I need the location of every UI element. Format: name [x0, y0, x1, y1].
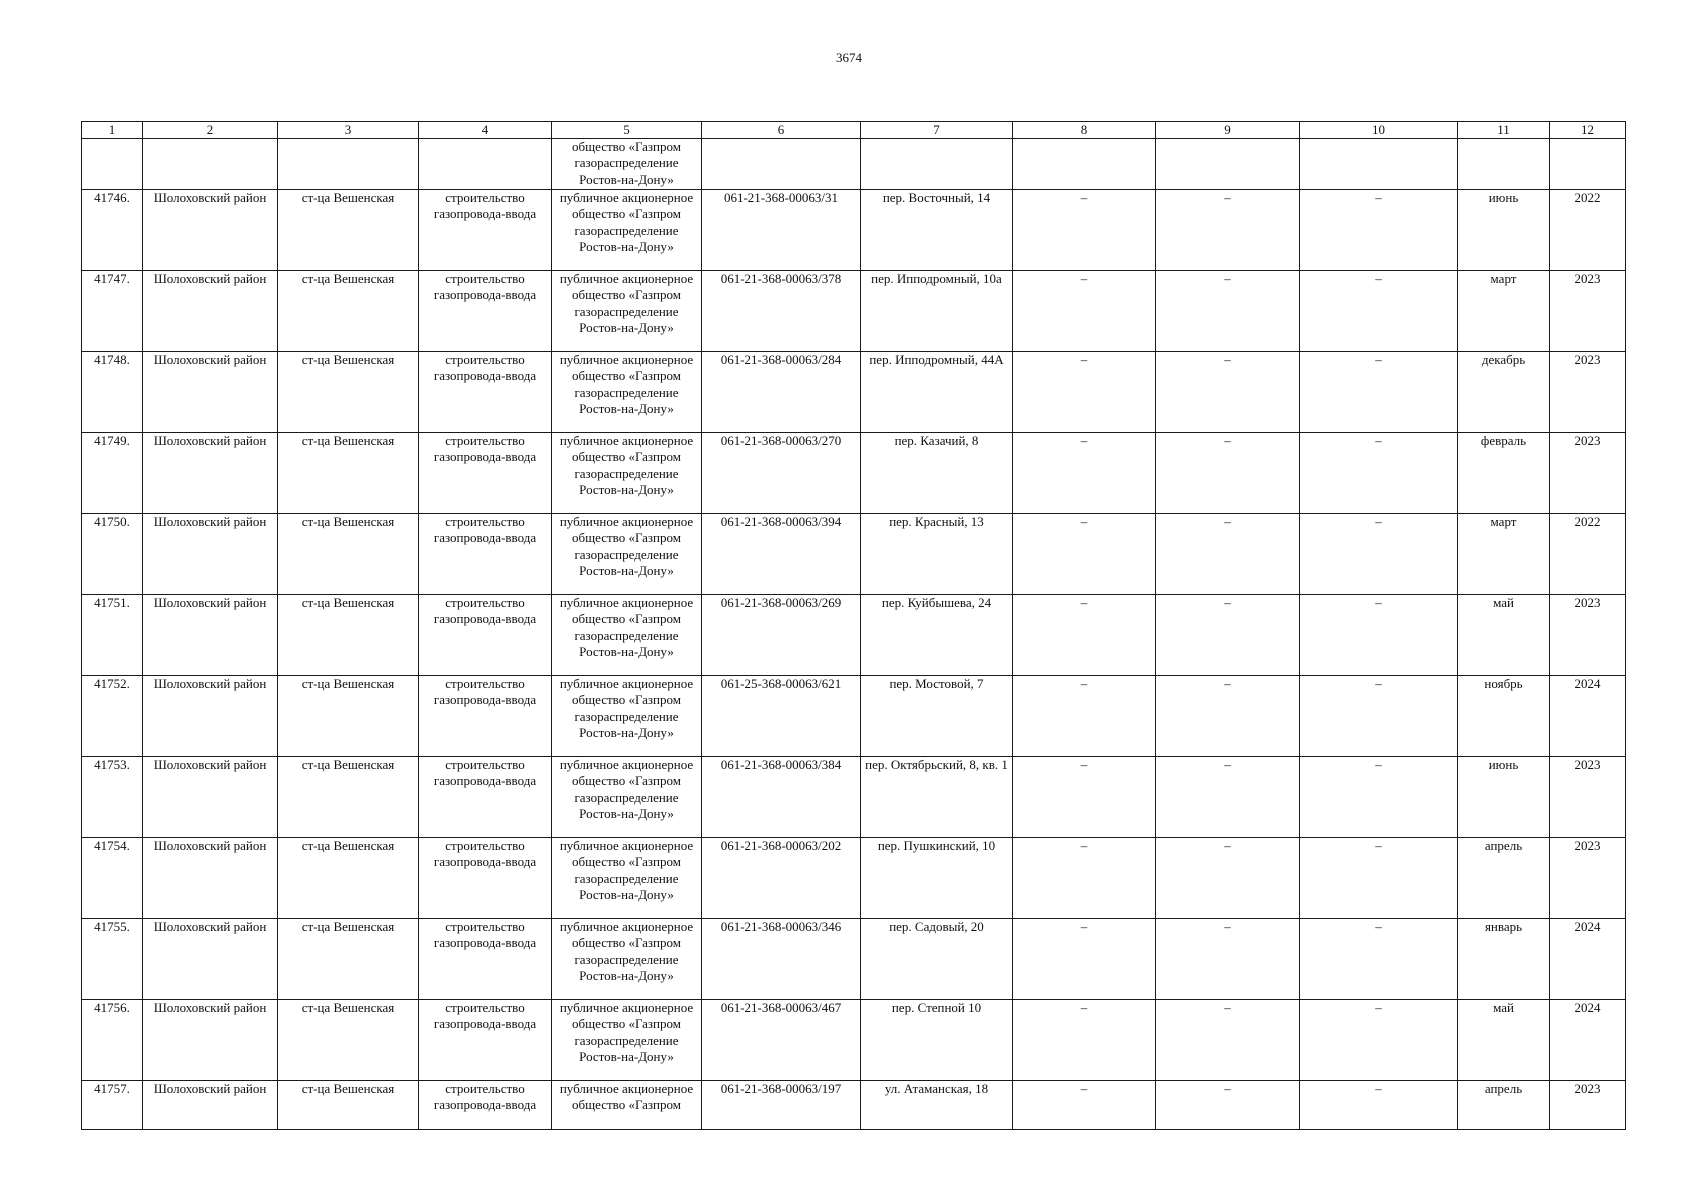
cell-col-8: – — [1013, 1000, 1156, 1081]
cell-empty — [1550, 139, 1626, 190]
column-header-8: 8 — [1013, 122, 1156, 139]
table-row — [82, 757, 1626, 838]
cell-object-code: 061-21-368-00063/346 — [702, 919, 861, 1000]
cell-col-10: – — [1300, 190, 1458, 271]
cell-col-8: – — [1013, 919, 1156, 1000]
cell-address: пер. Куйбышева, 24 — [861, 595, 1013, 676]
cell-col-9: – — [1156, 595, 1300, 676]
cell-owner: публичное акционерное общество «Газпром газораспределение Ростов-на-Дону» — [552, 433, 702, 514]
cell-month: май — [1458, 1000, 1550, 1081]
cell-row-number: 41749. — [82, 433, 143, 514]
cell-row-number: 41756. — [82, 1000, 143, 1081]
cell-empty — [419, 139, 552, 190]
cell-col-10: – — [1300, 1000, 1458, 1081]
cell-work-type: строительство газопровода-ввода — [419, 1081, 552, 1130]
cell-year: 2023 — [1550, 271, 1626, 352]
cell-owner: общество «Газпром газораспределение Ростов-на-Дону» — [552, 139, 702, 190]
cell-locality: ст-ца Вешенская — [278, 838, 419, 919]
cell-object-code: 061-21-368-00063/269 — [702, 595, 861, 676]
cell-row-number: 41746. — [82, 190, 143, 271]
cell-col-8: – — [1013, 190, 1156, 271]
cell-address: пер. Октябрьский, 8, кв. 1 — [861, 757, 1013, 838]
cell-owner: публичное акционерное общество «Газпром газораспределение Ростов-на-Дону» — [552, 514, 702, 595]
cell-work-type: строительство газопровода-ввода — [419, 514, 552, 595]
cell-address: пер. Степной 10 — [861, 1000, 1013, 1081]
cell-row-number: 41752. — [82, 676, 143, 757]
cell-owner: публичное акционерное общество «Газпром газораспределение Ростов-на-Дону» — [552, 271, 702, 352]
column-header-10: 10 — [1300, 122, 1458, 139]
cell-col-10: – — [1300, 676, 1458, 757]
cell-col-9: – — [1156, 271, 1300, 352]
table-row — [82, 190, 1626, 271]
cell-year: 2023 — [1550, 1081, 1626, 1130]
cell-locality: ст-ца Вешенская — [278, 595, 419, 676]
register-table — [81, 121, 1626, 1130]
cell-year: 2023 — [1550, 757, 1626, 838]
table-row — [82, 838, 1626, 919]
table-body — [82, 139, 1626, 1130]
cell-col-8: – — [1013, 757, 1156, 838]
cell-work-type: строительство газопровода-ввода — [419, 352, 552, 433]
cell-col-9: – — [1156, 1081, 1300, 1130]
cell-district: Шолоховский район — [143, 1000, 278, 1081]
cell-address: пер. Ипподромный, 10а — [861, 271, 1013, 352]
cell-owner: публичное акционерное общество «Газпром газораспределение Ростов-на-Дону» — [552, 676, 702, 757]
cell-col-8: – — [1013, 1081, 1156, 1130]
cell-district: Шолоховский район — [143, 676, 278, 757]
cell-year: 2023 — [1550, 352, 1626, 433]
cell-col-10: – — [1300, 514, 1458, 595]
cell-col-10: – — [1300, 271, 1458, 352]
cell-locality: ст-ца Вешенская — [278, 190, 419, 271]
table-header — [82, 122, 1626, 139]
cell-col-9: – — [1156, 919, 1300, 1000]
cell-work-type: строительство газопровода-ввода — [419, 190, 552, 271]
cell-col-10: – — [1300, 352, 1458, 433]
cell-year: 2024 — [1550, 919, 1626, 1000]
cell-district: Шолоховский район — [143, 838, 278, 919]
cell-district: Шолоховский район — [143, 271, 278, 352]
cell-month: май — [1458, 595, 1550, 676]
column-header-7: 7 — [861, 122, 1013, 139]
cell-object-code: 061-25-368-00063/621 — [702, 676, 861, 757]
cell-locality: ст-ца Вешенская — [278, 1081, 419, 1130]
cell-row-number: 41747. — [82, 271, 143, 352]
cell-work-type: строительство газопровода-ввода — [419, 271, 552, 352]
cell-work-type: строительство газопровода-ввода — [419, 757, 552, 838]
column-header-9: 9 — [1156, 122, 1300, 139]
cell-col-9: – — [1156, 757, 1300, 838]
cell-locality: ст-ца Вешенская — [278, 271, 419, 352]
cell-locality: ст-ца Вешенская — [278, 433, 419, 514]
cell-col-8: – — [1013, 514, 1156, 595]
cell-address: пер. Восточный, 14 — [861, 190, 1013, 271]
cell-object-code: 061-21-368-00063/467 — [702, 1000, 861, 1081]
cell-district: Шолоховский район — [143, 919, 278, 1000]
cell-row-number: 41757. — [82, 1081, 143, 1130]
cell-locality: ст-ца Вешенская — [278, 352, 419, 433]
cell-col-9: – — [1156, 433, 1300, 514]
cell-address: пер. Садовый, 20 — [861, 919, 1013, 1000]
cell-col-9: – — [1156, 190, 1300, 271]
cell-empty — [82, 139, 143, 190]
cell-work-type: строительство газопровода-ввода — [419, 919, 552, 1000]
cell-owner: публичное акционерное общество «Газпром газораспределение Ростов-на-Дону» — [552, 595, 702, 676]
cell-row-number: 41755. — [82, 919, 143, 1000]
cell-month: февраль — [1458, 433, 1550, 514]
cell-month: ноябрь — [1458, 676, 1550, 757]
table-row — [82, 1000, 1626, 1081]
cell-month: март — [1458, 514, 1550, 595]
cell-owner: публичное акционерное общество «Газпром газораспределение Ростов-на-Дону» — [552, 352, 702, 433]
cell-object-code: 061-21-368-00063/378 — [702, 271, 861, 352]
cell-col-9: – — [1156, 514, 1300, 595]
cell-district: Шолоховский район — [143, 190, 278, 271]
cell-address: пер. Мостовой, 7 — [861, 676, 1013, 757]
cell-col-8: – — [1013, 433, 1156, 514]
continuation-row — [82, 139, 1626, 190]
cell-locality: ст-ца Вешенская — [278, 676, 419, 757]
cell-district: Шолоховский район — [143, 433, 278, 514]
cell-col-8: – — [1013, 838, 1156, 919]
cell-month: март — [1458, 271, 1550, 352]
page-number: 3674 — [836, 50, 862, 65]
column-header-2: 2 — [143, 122, 278, 139]
cell-col-10: – — [1300, 1081, 1458, 1130]
cell-year: 2024 — [1550, 1000, 1626, 1081]
cell-empty — [1013, 139, 1156, 190]
cell-empty — [143, 139, 278, 190]
column-header-4: 4 — [419, 122, 552, 139]
cell-object-code: 061-21-368-00063/31 — [702, 190, 861, 271]
cell-empty — [1156, 139, 1300, 190]
cell-col-9: – — [1156, 838, 1300, 919]
cell-district: Шолоховский район — [143, 595, 278, 676]
cell-year: 2024 — [1550, 676, 1626, 757]
cell-work-type: строительство газопровода-ввода — [419, 433, 552, 514]
table-row — [82, 676, 1626, 757]
cell-object-code: 061-21-368-00063/202 — [702, 838, 861, 919]
cell-col-10: – — [1300, 595, 1458, 676]
cell-month: апрель — [1458, 838, 1550, 919]
cell-object-code: 061-21-368-00063/394 — [702, 514, 861, 595]
cell-empty — [1458, 139, 1550, 190]
cell-address: пер. Казачий, 8 — [861, 433, 1013, 514]
cell-year: 2023 — [1550, 595, 1626, 676]
cell-year: 2022 — [1550, 190, 1626, 271]
column-header-5: 5 — [552, 122, 702, 139]
cell-empty — [702, 139, 861, 190]
cell-address: ул. Атаманская, 18 — [861, 1081, 1013, 1130]
table-row — [82, 433, 1626, 514]
column-header-3: 3 — [278, 122, 419, 139]
cell-row-number: 41753. — [82, 757, 143, 838]
column-header-12: 12 — [1550, 122, 1626, 139]
cell-col-9: – — [1156, 352, 1300, 433]
cell-locality: ст-ца Вешенская — [278, 757, 419, 838]
cell-col-10: – — [1300, 757, 1458, 838]
cell-owner: публичное акционерное общество «Газпром газораспределение Ростов-на-Дону» — [552, 190, 702, 271]
cell-col-9: – — [1156, 676, 1300, 757]
cell-month: июнь — [1458, 190, 1550, 271]
cell-month: декабрь — [1458, 352, 1550, 433]
column-header-1: 1 — [82, 122, 143, 139]
cell-col-8: – — [1013, 595, 1156, 676]
column-header-11: 11 — [1458, 122, 1550, 139]
cell-owner: публичное акционерное общество «Газпром — [552, 1081, 702, 1130]
cell-month: январь — [1458, 919, 1550, 1000]
cell-district: Шолоховский район — [143, 757, 278, 838]
cell-col-8: – — [1013, 676, 1156, 757]
cell-locality: ст-ца Вешенская — [278, 514, 419, 595]
cell-district: Шолоховский район — [143, 1081, 278, 1130]
cell-row-number: 41751. — [82, 595, 143, 676]
column-number-row — [82, 122, 1626, 139]
cell-owner: публичное акционерное общество «Газпром газораспределение Ростов-на-Дону» — [552, 919, 702, 1000]
table-row — [82, 514, 1626, 595]
cell-row-number: 41754. — [82, 838, 143, 919]
table-row — [82, 352, 1626, 433]
cell-row-number: 41750. — [82, 514, 143, 595]
cell-object-code: 061-21-368-00063/197 — [702, 1081, 861, 1130]
cell-year: 2022 — [1550, 514, 1626, 595]
cell-work-type: строительство газопровода-ввода — [419, 1000, 552, 1081]
cell-owner: публичное акционерное общество «Газпром газораспределение Ростов-на-Дону» — [552, 838, 702, 919]
cell-work-type: строительство газопровода-ввода — [419, 676, 552, 757]
cell-empty — [861, 139, 1013, 190]
cell-address: пер. Красный, 13 — [861, 514, 1013, 595]
cell-col-10: – — [1300, 838, 1458, 919]
cell-month: апрель — [1458, 1081, 1550, 1130]
cell-col-10: – — [1300, 919, 1458, 1000]
cell-work-type: строительство газопровода-ввода — [419, 838, 552, 919]
column-header-6: 6 — [702, 122, 861, 139]
cell-year: 2023 — [1550, 433, 1626, 514]
cell-address: пер. Ипподромный, 44А — [861, 352, 1013, 433]
cell-owner: публичное акционерное общество «Газпром газораспределение Ростов-на-Дону» — [552, 1000, 702, 1081]
cell-locality: ст-ца Вешенская — [278, 919, 419, 1000]
table-row — [82, 271, 1626, 352]
table-row — [82, 919, 1626, 1000]
cell-col-8: – — [1013, 271, 1156, 352]
cell-col-10: – — [1300, 433, 1458, 514]
cell-district: Шолоховский район — [143, 514, 278, 595]
cell-col-8: – — [1013, 352, 1156, 433]
cell-month: июнь — [1458, 757, 1550, 838]
cell-district: Шолоховский район — [143, 352, 278, 433]
cell-empty — [278, 139, 419, 190]
cell-object-code: 061-21-368-00063/384 — [702, 757, 861, 838]
cell-object-code: 061-21-368-00063/284 — [702, 352, 861, 433]
cell-work-type: строительство газопровода-ввода — [419, 595, 552, 676]
cell-year: 2023 — [1550, 838, 1626, 919]
cell-row-number: 41748. — [82, 352, 143, 433]
cell-col-9: – — [1156, 1000, 1300, 1081]
table-row — [82, 1081, 1626, 1130]
cell-owner: публичное акционерное общество «Газпром газораспределение Ростов-на-Дону» — [552, 757, 702, 838]
cell-address: пер. Пушкинский, 10 — [861, 838, 1013, 919]
cell-locality: ст-ца Вешенская — [278, 1000, 419, 1081]
cell-object-code: 061-21-368-00063/270 — [702, 433, 861, 514]
table-row — [82, 595, 1626, 676]
cell-empty — [1300, 139, 1458, 190]
